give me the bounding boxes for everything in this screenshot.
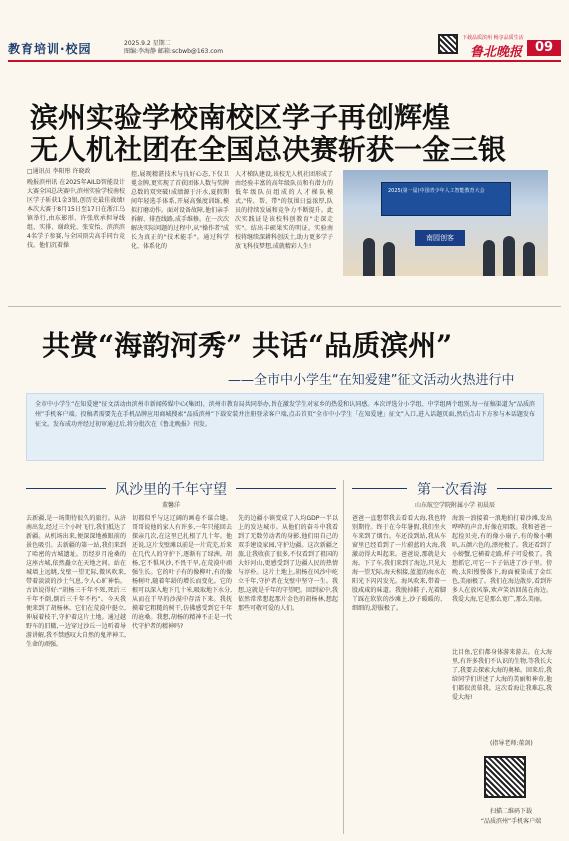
column-divider xyxy=(343,480,344,834)
photo-person xyxy=(383,242,395,276)
newspaper-logo: 鲁北晚报 xyxy=(470,45,523,60)
header-divider xyxy=(8,60,561,62)
essay1-title-rule-right xyxy=(236,488,336,489)
essay1-author: 董馨洋 xyxy=(161,502,180,509)
photo-banner-text: 2025(第一届)中国青少年人工智能教育大会 xyxy=(388,188,485,194)
essay1-col3: 先的边疆小镇变成了人均GDP一半以上的发达城市。从他们的奋斗中我看到了无数劳动者的身影,他们用自己的双手建设家园,守护边疆。这次新疆之旅,让我收获了很多,不仅看到了祖国的大好河山,更感受到了边疆人民的热情与淳朴。这片土地上,胡杨在风沙中屹立千年,守护者在戈壁中坚守一生。我想,这就是千年的守望吧。回到家中,我依然常常想起那片金色的胡杨林,想起那些可敬可爱的人们。 xyxy=(238,515,338,612)
issue-meta xyxy=(124,40,223,56)
essay2-col3: 比目鱼,它们都身体游来游去。在大海里,有许多我们不认识的生物,等我长大了,我要去探索大海的奥秘。回来后,我给同学们讲述了大海的美丽和神奇,他们都很羡慕我。这次看海让我难忘,我爱大海! xyxy=(452,649,552,701)
app-qr-code[interactable] xyxy=(484,756,526,798)
section-title: 教育培训·校园 xyxy=(8,42,92,56)
page-number: 09 xyxy=(527,40,561,56)
header-qr-code[interactable] xyxy=(438,34,458,54)
article1-col1: 晚报滨州讯 在2025年AILD智能设计大赛全国总决赛中,滨州实验学校南校区学子斩获1金3银,创历史最佳战绩!本次大赛于8月15日至17日在浙江乌镇举行,由东影形、许张欣承担导线组、实排、谢政轮、张安怡、滨滨滨4名学子参赛,与全国顶尖高手同台竞技。他们沉着操 xyxy=(27,179,125,249)
header-slogan: 下载品质滨州 畅享品质生活 xyxy=(462,35,524,41)
photo-person xyxy=(523,242,535,276)
section-divider xyxy=(8,306,561,307)
article1-headline-line2: 无人机社团在全国总决赛斩获一金三银 xyxy=(30,133,507,166)
photo-badge: 南园创客 xyxy=(415,230,465,246)
photo-person xyxy=(483,240,495,276)
essay2-col2: 海浪一浪接着一浪地拍打着沙滩,发出哗哗的声音,好像在唱歌。我和爸爸一起捡贝壳,有的像小扇子,有的像小喇叭,五颜六色的,漂亮极了。我还看到了小螃蟹,它横着走路,样子可爱极了。我想抓它,可它一下子钻进了沙子里。傍晚,太阳慢慢落下,海面被染成了金红色,美丽极了。我们在海边散步,看到许多人在放风筝,欢声笑语回荡在海边。我爱大海,它是那么宽广,那么美丽。 xyxy=(452,515,552,603)
essay2-title: 第一次看海 xyxy=(417,482,487,498)
issue-date: 2025.9.2 星期二 xyxy=(124,40,171,47)
essay2-title-rule-left xyxy=(352,488,407,489)
photo-person xyxy=(503,236,515,276)
qr-caption-line1: 扫描二维码下载 xyxy=(489,808,532,815)
qr-caption-line2: “品质滨州”手机客户端 xyxy=(480,818,542,825)
editor-contact: 图编:李海静 邮箱:scbwb@163.com xyxy=(124,48,224,55)
essay2-title-rule-right xyxy=(497,488,552,489)
essay2-author: 山东航空学院附属小学 初晨辰 xyxy=(415,502,495,509)
essay1-col2: 切都似乎与这辽阔的画卷不谋合缝。哥哥说他的家人有许多,一年只能回去探亲几次,在这里已扎根了几十年。他还说,这片戈壁滩以前是一片荒芜,后来在几代人的守护下,逐渐有了绿洲。胡杨,它不惧风沙,不畏干旱,在荒漠中顽强生长。它的叶子有的像柳叶,有的像杨树叶,随着年龄的增长而变化。它的根可以深入地下几十米,吸取地下水分,从而在干旱的沙漠中存活下来。我抚摸着它粗糙的树干,仿佛感受到它千年的沧桑。我想,胡杨的精神不正是一代代守护者的精神吗? xyxy=(132,515,232,630)
essay1-title-rule-left xyxy=(26,488,106,489)
essay1-title: 风沙里的千年守望 xyxy=(115,482,227,498)
article1-col2: 控,展现精湛技术与良好心态,下仅卫冕金牌,更实现了首获团体人数与奖牌总数的双突破!成绩源于汗水,夏假期间年轻选手体系,开展高强度训练,模拟打磨动作。面对设备故障,他们亲手拆解、排查线路,成手维修。在一次次解决实际问题的过程中,从"操作者"成长为真正的"技术能手"。通过科学化、体系化的 xyxy=(131,171,229,250)
article2-intro-box: 全市中小学生“在知爱建”征文活动由滨州市新闻传媒中心(集团)、滨州市教育局共同举办,旨在激发学生对家乡的热爱和认同感。本次评选分小学组、中学组两个组别,每一征稿渠道为“品质滨州”手机客户端。投稿者需要先在手机品牌应用商城搜索“品质滨州”下载安装并注册登录客户端,点击首页“全市中小学生「在知爱建」征文”入口,进入话题页面,然后点击下方参与本话题发布征文。发布成功并经过初审通过后,将分批次在《鲁北晚报》刊发。 xyxy=(26,393,544,461)
essay2-col1: 爸爸一直想带我去看看大海,我也特别期待。终于在今年暑假,我们坐火车来到了烟台。车还没到站,我从车窗里已经看到了一片蔚蓝的大海,我激动得大叫起来。爸爸说,那就是大海。下了车,我们来到了海边,只见大海一望无际,海天相接,蓝蓝的海水在阳光下闪闪发光。海风吹来,带着一股咸咸的味道。我脱掉鞋子,光着脚丫踩在软软的沙滩上,沙子暖暖的、细细的,舒服极了。 xyxy=(352,515,446,612)
article1-byline: □通讯员 李阳彤 许晓政 xyxy=(27,168,91,175)
article1-headline-line1: 滨州实验学校南校区学子再创辉煌 xyxy=(30,101,451,134)
essay2-teacher: (指导老师:董剑) xyxy=(490,740,533,747)
photo-person xyxy=(363,238,375,276)
essay1-col1: 去新疆,是一场期待很久的旅行。从济南出发,经过三个小时飞行,我们抵达了新疆。从机场出来,便深深地被眼前的景色吸引。去新疆的第一站,我们来到了哈密的古城遗址。历经岁月沧桑的这座古城,依然矗立在天地之间。站在城墙上远眺,戈壁一望无际,微风吹来,带着淡淡的沙土气息,令人心旷神怡。古语说得好:“胡杨三千年不死,死后三千年不倒,倒后三千年不朽”。今天我便来到了胡杨林。它们在荒漠中挺立,伸展着枝干,守护着这片土地。通过越野车的旧辙,一边穿过沙丘一边听着导游讲解,我不禁感叹大自然的鬼斧神工,生命的顽强。 xyxy=(26,515,126,648)
article2-subheadline: ——全市中小学生“在知爱建”征文活动火热进行中 xyxy=(228,373,515,388)
article2-headline: 共赏“海韵河秀” 共话“品质滨州” xyxy=(42,329,453,362)
photo-banner xyxy=(381,182,511,216)
article1-col3: 人才梯队建设,该校无人机社团形成了由经验丰富的高年级队员和有潜力的低年级队员组成的人才梯队模式,"传、帮、带"的氛围日益浓厚,队员的持续发展和竞争力不断提升。此次实践证是该校科创教育"走深走实"。结出丰硕果实的明证。实验南校将继续深耕科创沃土,助力更多学子放飞科技梦想,成就精彩人生! xyxy=(235,171,333,250)
article1-photo xyxy=(343,170,548,276)
